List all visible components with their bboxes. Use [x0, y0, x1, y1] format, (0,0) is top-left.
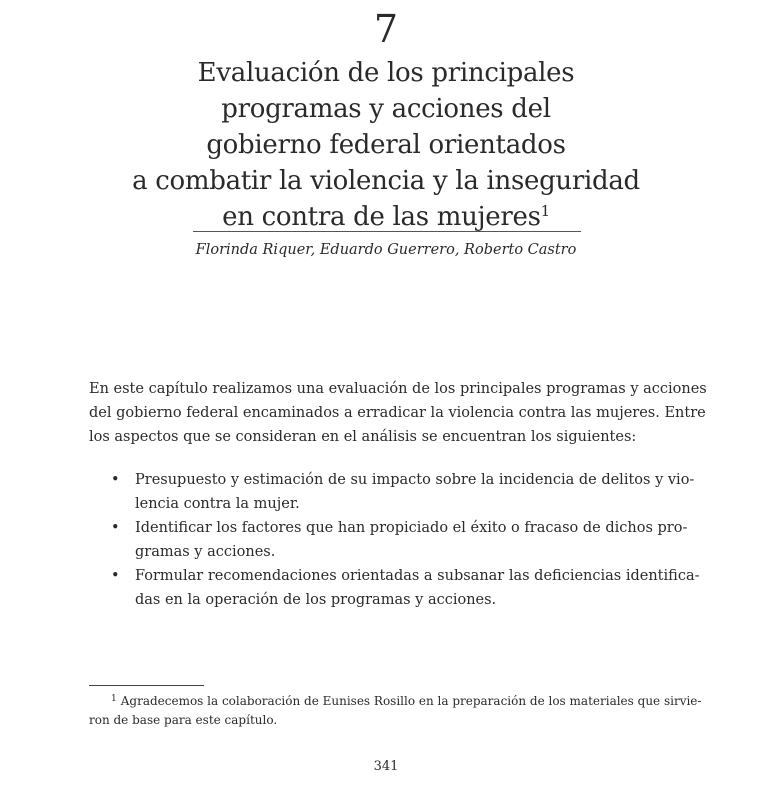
- list-item-line: das en la operación de los programas y acciones.: [135, 592, 497, 608]
- chapter-title-line: gobierno federal orientados: [206, 130, 566, 160]
- footnote-mark: 1: [111, 694, 117, 704]
- intro-line: los aspectos que se consideran en el análisis se encuentran los siguientes:: [89, 429, 637, 445]
- chapter-title-line: Evaluación de los principales: [197, 58, 575, 88]
- chapter-number: 7: [373, 7, 399, 51]
- chapter-title-line: a combatir la violencia y la inseguridad: [132, 166, 640, 196]
- list-item-line: gramas y acciones.: [135, 544, 276, 560]
- aspects-list: [89, 468, 700, 612]
- footnote-divider: [89, 685, 204, 686]
- page-number: 341: [373, 759, 399, 774]
- chapter-authors: Florinda Riquer, Eduardo Guerrero, Roberto Castro: [195, 242, 577, 258]
- bullet-icon: •: [111, 520, 120, 536]
- intro-line: del gobierno federal encaminados a erradicar la violencia contra las mujeres. Entre: [89, 405, 706, 421]
- footnote-text: Agradecemos la colaboración de Eunises Rosillo en la preparación de los materiales que sirvie-: [120, 694, 702, 708]
- list-item: [89, 516, 689, 564]
- bullet-icon: •: [111, 472, 120, 488]
- chapter-title-line-last: [100, 199, 672, 235]
- title-footnote-reference[interactable]: 1: [540, 202, 550, 220]
- list-item: [89, 564, 700, 612]
- bullet-icon: •: [111, 568, 120, 584]
- intro-line: En este capítulo realizamos una evaluación de los principales programas y acciones: [89, 381, 707, 397]
- footnote-line: [89, 692, 702, 711]
- list-item-line: Presupuesto y estimación de su impacto sobre la incidencia de delitos y vio-: [135, 472, 695, 488]
- list-item-line: lencia contra la mujer.: [135, 496, 300, 512]
- chapter-title-text: en contra de las mujeres: [222, 202, 541, 232]
- list-item-line: Identificar los factores que han propiciado el éxito o fracaso de dichos pro-: [135, 520, 688, 536]
- intro-paragraph: [89, 377, 707, 449]
- title-divider: [193, 231, 581, 232]
- chapter-title: [100, 55, 672, 235]
- footnote: [89, 692, 702, 730]
- list-item: [89, 468, 695, 516]
- chapter-title-line: programas y acciones del: [221, 94, 551, 124]
- list-item-line: Formular recomendaciones orientadas a subsanar las deficiencias identifica-: [135, 568, 700, 584]
- footnote-line: ron de base para este capítulo.: [89, 713, 278, 727]
